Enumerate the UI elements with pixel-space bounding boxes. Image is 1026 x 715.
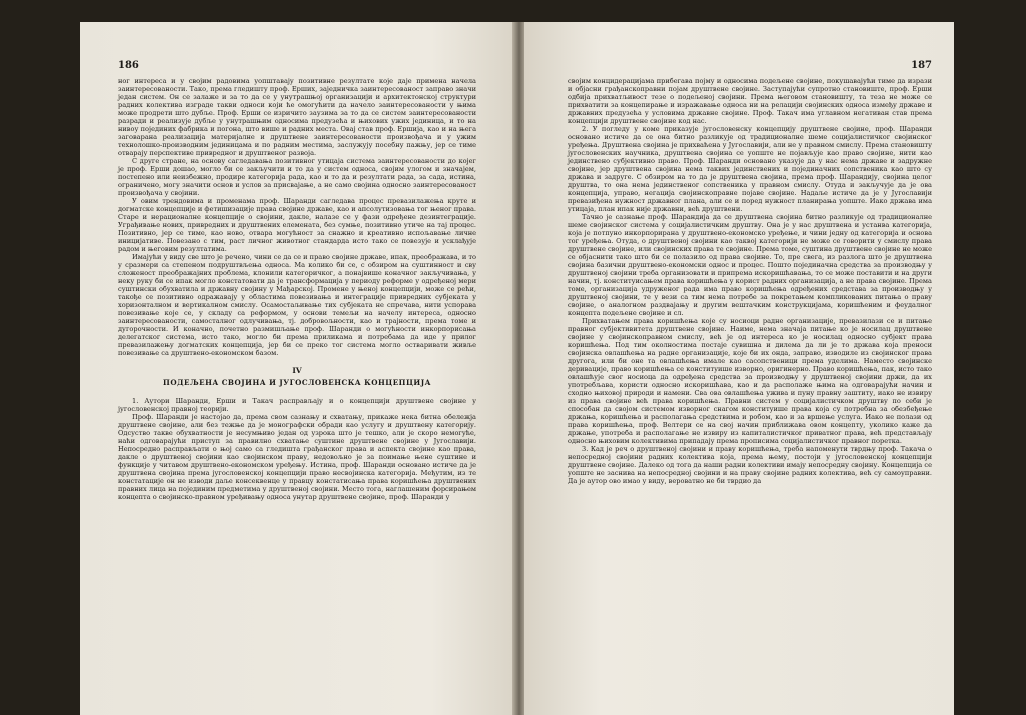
paragraph: Тачно је сазнање проф. Шарандија да се друштвена својина битно разликује од традиционалне шеме својинског система у социјалистичким друштву. Она је у нас друштвена и устанва категорија, која је потпуно инкорпорирана у друштвено-економско уређење, и чини једну од категорија и основа тог уређења. Отуда, о друштвеној својини као таквој категорији не може се говорити у смислу права друштвене својине, или својинских права те својине. Према томе, суштина друштвене својине не може се објаснити тако што би се полазило од права својине. То, пре свега, из разлога што је друштвена својина базични друштвено-економски однос и процес. Пошто појединачна средства за производњу у друштвеној својини треба организовати и припрема искоришћавањa, то се може поставити и на други начин, тј. конституисањем права коришћења у корист радних организација, а не права својине. Према томе, организација удруженог рада има право коришћења одређених средстава за производњу у друштвеној својини, те у вези са тим нема потребе за покретањем компликованих питања о праву својине, о аналогном раздвајању и другим вештачким конструкцијама, коришћеним и феудалног концепта подељене својине и сл. <box>568 213 932 317</box>
page-number-right: 187 <box>911 60 932 71</box>
paragraph: 1. Аутори Шаранди, Ерши и Такач расправљају и о концепцији друштвене својине у југословенској правној теорији. <box>118 397 476 413</box>
page-number-left: 186 <box>118 60 139 71</box>
paragraph: Имајући у виду све што је речено, чини се да се и право својине државе, ипак, преображава, и то у сразмери са степеном подруштвљења односа. Ма колико би се, с обзиром на суштинност и сву сложеност преображајних проблема, клонили категоричког, а понајвише коначног закључивања, у неку руку би се ипак могло констатовати да је трансформација у периоду реформе у одређеној мери суштински обухватила и државну својину у Мађарској. Промене у њеној концепцији, може се рећи, такође се позитивно одражавају у областима повезивања и интеграције привредних субјеката у хоризонталном и вертикалном смислу. Осамостаљивање тих субјеката не спречава, нити успорава повезивање које се, у складу са реформом, у основи темељи на начелу интереса, односно заинтересованости, самосталног одлучивања, тј. добровољности, као и трајности, према томе и дугорочности. И коначно, почетно размишљање проф. Шаранди о могућности инкорпорисања делегатског система, исто тако, могло би према приликама и потребама да иде у прилог превазилажењу догматских концепција, јер би се преко тог система могло остваривати живље повезивање са друштвено-економском базом. <box>118 253 476 357</box>
right-page <box>524 22 954 715</box>
left-text-block <box>118 77 476 501</box>
left-page <box>80 22 518 715</box>
paragraph: својим концидерацијама прибегава појму и односима подељене својине, покушавајући тиме да изрази и објасни грађанскоправни појам друштвене својине. Заступајући супротно становиште, проф. Ерши одбија прихватљивост тезе о подељеној својини. Према његовом становишту, та теза не може се прихватити за концепирање и изражавање односа ни на релацији својинских односа између државе и државних предузећа у условима државне својине. Проф. Такач има углавном негативан став према концепцији друштвене својине код нас. <box>568 77 932 125</box>
section-title: ПОДЕЉЕНА СВОЈИНА И ЈУГОСЛОВЕНСКА КОНЦЕПЦИЈА <box>163 378 431 387</box>
paragraph: У овим трендовима и променама проф. Шаранди сагледава процес превазилажења круте и догматске концепције и фетишизације права својине државе, као и апсолутизовања тог њеног права. Старе и нерационалне концепције о својини, дакле, налазе се у фази одређене дезинтеграције. Уграђивање нових, привредних и друштвених елемената, без сумње, позитивно утиче на тај процес. Позитивно, јер се тиме, као ново, отвара могућност за снажно и креативно испољавање личне иницијативе. Повезано с тим, раст личног животног стандарда исто тако се повезује и усклађује радом и његовим резултатима. <box>118 197 476 253</box>
paragraph: ног интереса и у својим радовима уопштавају позитивне резултате које даје примена начела заинтересованости. Тако, према гледишту проф. Ерших, заједничка заинтересованост заправо значи један систем. Он се залаже и за то да се у унутрашњој организацији и архитектонској структури радних колектива изграде такви односи који ће омогућити да начело заинтересованости у њима може продрети што дубље. Проф. Ерши се изричито заузима за то да се систем заинтересованости разради и реализује дубље у унутрашњим односима предузећа и њихових ужих јединица, и то на нивоу појединих фабрика и погона, што више и радних места. Овај став проф. Ершија, као и на њега заговарана реализација материјалне и друштвене заинтересованости произвођача и у ужим технолошко-производним јединицама и по радним местима, заслужују посебну пажњу, јер се тиме отварају перспективе привредног и друштвеног развоја. <box>118 77 476 157</box>
section-number: IV <box>292 366 302 375</box>
right-text-block <box>568 77 932 485</box>
paragraph: С друге стране, на основу сагледавања позитивног утицаја система заинтересованости до којег је проф. Ерши дошао, могло би се закључити и то да у систем односа, својим улогом и значајем, постепено или неизбежно, продире категорија рада, као и то да и резултати рада, за сада, истина, ограничено, могу значити основ и услов за присвајање, а не само својина односно заинтересованост произвођача у својини. <box>118 157 476 197</box>
paragraph: 2. У погледу у коме приказује југословенску концепцију друштвене својине, проф. Шаранди основано истиче да се она битно разликује од традиционалне шеме социјалистичког својинског уређења. Друштвена својина је прихваћена у Југославији, али не у правном смислу. Према становишту југословенских научника, друштвена својина се уопште не појављује као право својине, нити као јединствено субјективно право. Проф. Шаранди основано указује да у нас нема државе и задружне својине, јер друштвена својина нема таквих јединствених и појединачних сопственика као што су држава и задруге. С обзиром на то да је друштвена својина, према проф. Шарандију, својина целог друштва, то она нема јединственог сопственика у правном смислу. Отуда и закључује да је ова концепција, управо, негација својинскоправне појаве својине. Надаље истиче да је у Југославији превазиђена нужност државног плана, али се и поред нужност планирања уопште. Иако држава има утицаја, план ипак није државни, већ друштвени. <box>568 125 932 213</box>
paragraph: Прихватањем права коришћења које су носиоци радне организације, превазилази се и питање правног субјективитета друштвене својине. Наиме, нема значаја питање ко је носилац друштвене својине у својинскоправном смислу, већ је од интереса ко је носилац односно субјект права коришћења. Под тим околностима постаје сувишна и дилема да ли је то држава која преноси својинска овлашћења на радне организације, које би их онда, заправо, изводиле из својинског права другога, или би оне та овлашћења имале као сасопственици према уделима. Наместо својинске деривације, право коришћења се конституише изворно, оригинерно. Право коришћења, пак, исто тако овлашћује свог носиоца да одређена средства за производњу у друштвеној својини држи, да их употребљава, користи односно искоришћава, као и да располаже њима на одговарајући начин и сходно њиховој природи и намени. Сва ова овлашћења ужива и пуну правну заштиту, иако не извиру из права својине већ права коришћења. Правни систем у социјалистичком друштву по себи је способан да својом системом изворног снагом конституише права која су потребна за обезбеђење држања, коришћења и располагања средствима и робом, као и за вршење услуга. Иако не полази од права коришћења, проф. Велтери се на свој начин приближава овом концепту, уколико каже да држање, употреба и располагање не извиру из капиталистичког приватног права, већ представљају односно њиховим колективима припадају према прописима социјалистичког правног поретка. <box>568 317 932 445</box>
paragraph: 3. Кад је реч о друштвеној својини и праву коришћења, треба напоменути тврдњу проф. Такача о непосредној својини радних колектива која, према њему, постоји у југословенској концепцији друштвене својине. Далеко од тога да наши радни колективи имају непосредну својину. Концепција се уопште не заснива на непосредној својини и на праву својине радних колектива, већ су самоуправни. Да је аутор ово имао у виду, вероватно не би тврдио да <box>568 445 932 485</box>
paragraph: Проф. Шаранди је настојао да, према свом сазнању и схватању, прикаже нека битна обележја друштвене својине, али без тежње да је монографски обради као услугу и друштвену категорију. Одсуство такве обухватности је несумњиво један од узрока што је тешко, али је скоро немогуће, наћи одговарајући приступ за правилно схватање суштине друштвене својине у Југославији. Непосредно расправљати о њој само са гледишта грађанског права и аспекта својине као права, дакле о друштвеној својини као својинском праву, недовољно је за поимање њене суштине и функције у читавом друштвено-економском уређењу. Истина, проф. Шаранди основано истиче да је друштвена својина према југословенској концепцији право несвојинска категорија. Међутим, из те констатације он не изводи даље консеквенце у правцу констатисања права коришћења друштвених правних лица на појединим предметима у друштвеној својини. Место тога, наглашеним форсирањем концепта о својинско-правном уређивању односа унутар друштвене својине, проф. Шаранди у <box>118 413 476 501</box>
